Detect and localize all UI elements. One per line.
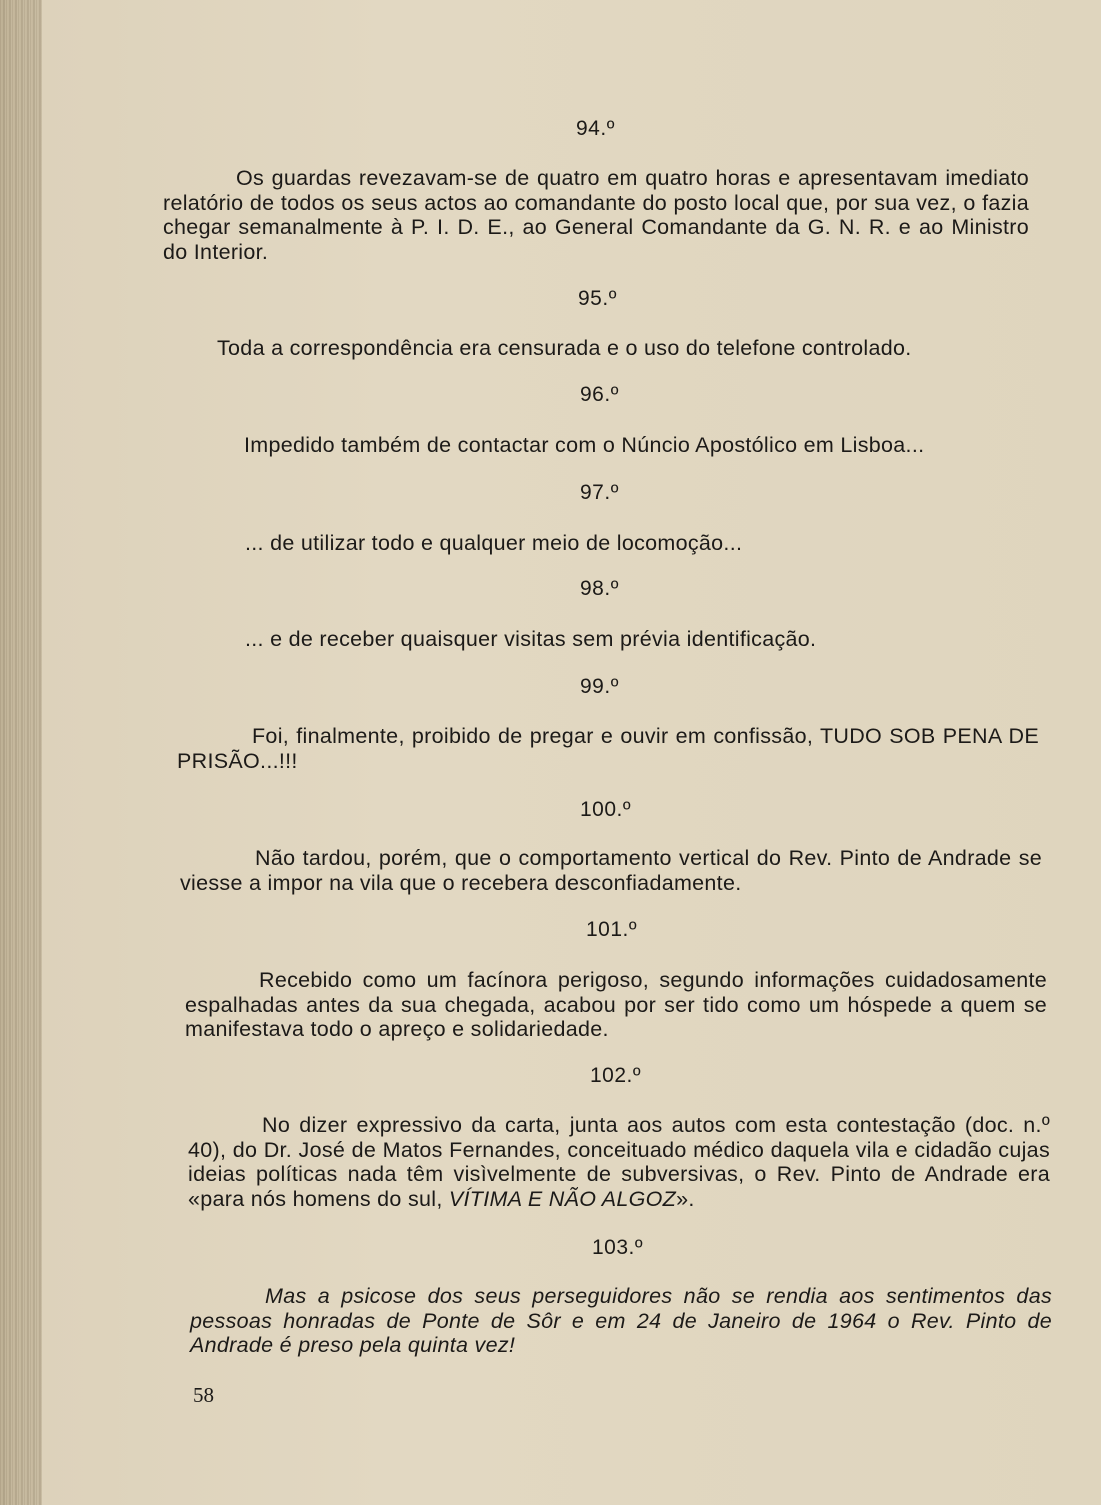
section-number-102: 102.º	[590, 1064, 642, 1087]
book-spine-shadow	[0, 0, 42, 1505]
section-text-97: ... de utilizar todo e qualquer meio de locomoção...	[245, 531, 743, 555]
section-text-98: ... e de receber quaisquer visitas sem prévia identificação.	[245, 627, 817, 651]
section-text-102-main: No dizer expressivo da carta, junta aos autos com esta contestação (doc. n.º 40), do Dr. José de Matos Fernandes, conceituado médico daquela vila e cidadão cujas ideias políticas nada têm visìvelmente de subversivas, o Rev. Pinto de Andrade era «para nós homens do sul,	[188, 1113, 1050, 1211]
section-text-96: Impedido também de contactar com o Núncio Apostólico em Lisboa...	[244, 433, 925, 457]
section-text-100: Não tardou, porém, que o comportamento vertical do Rev. Pinto de Andrade se viesse a impor na vila que o recebera desconfiadamente.	[180, 846, 1042, 895]
section-number-98: 98.º	[580, 577, 619, 600]
section-text-99: Foi, finalmente, proibido de pregar e ouvir em confissão, TUDO SOB PENA DE PRISÃO...!!!	[177, 724, 1039, 773]
section-number-103: 103.º	[592, 1236, 644, 1259]
page-number: 58	[193, 1383, 214, 1407]
section-number-97: 97.º	[580, 481, 619, 504]
section-number-100: 100.º	[580, 798, 632, 821]
section-number-99: 99.º	[580, 675, 619, 698]
section-text-101: Recebido como um facínora perigoso, segundo informações cuidadosamente espalhadas antes da sua chegada, acabou por ser tido como um hóspede a quem se manifestava todo o apreço e solidariedade.	[185, 968, 1047, 1041]
section-text-103: Mas a psicose dos seus perseguidores não se rendia aos sentimentos das pessoas honradas de Ponte de Sôr e em 24 de Janeiro de 1964 o Rev. Pinto de Andrade é preso pela quinta vez!	[190, 1284, 1052, 1357]
section-text-102-italic: VÍTIMA E NÃO ALGOZ	[448, 1186, 677, 1211]
section-number-101: 101.º	[586, 918, 638, 941]
section-number-94: 94.º	[576, 117, 615, 140]
section-number-95: 95.º	[578, 287, 617, 310]
section-text-102	[188, 1113, 1050, 1211]
section-text-94: Os guardas revezavam-se de quatro em quatro horas e apresentavam imediato relatório de todos os seus actos ao comandante do posto local que, por sua vez, o fazia chegar semanalmente à P. I. D. E., ao General Comandante da G. N. R. e ao Ministro do Interior.	[163, 166, 1029, 264]
section-number-96: 96.º	[580, 383, 619, 406]
section-text-95: Toda a correspondência era censurada e o uso do telefone controlado.	[217, 336, 912, 360]
section-text-102-end: ».	[676, 1186, 695, 1211]
